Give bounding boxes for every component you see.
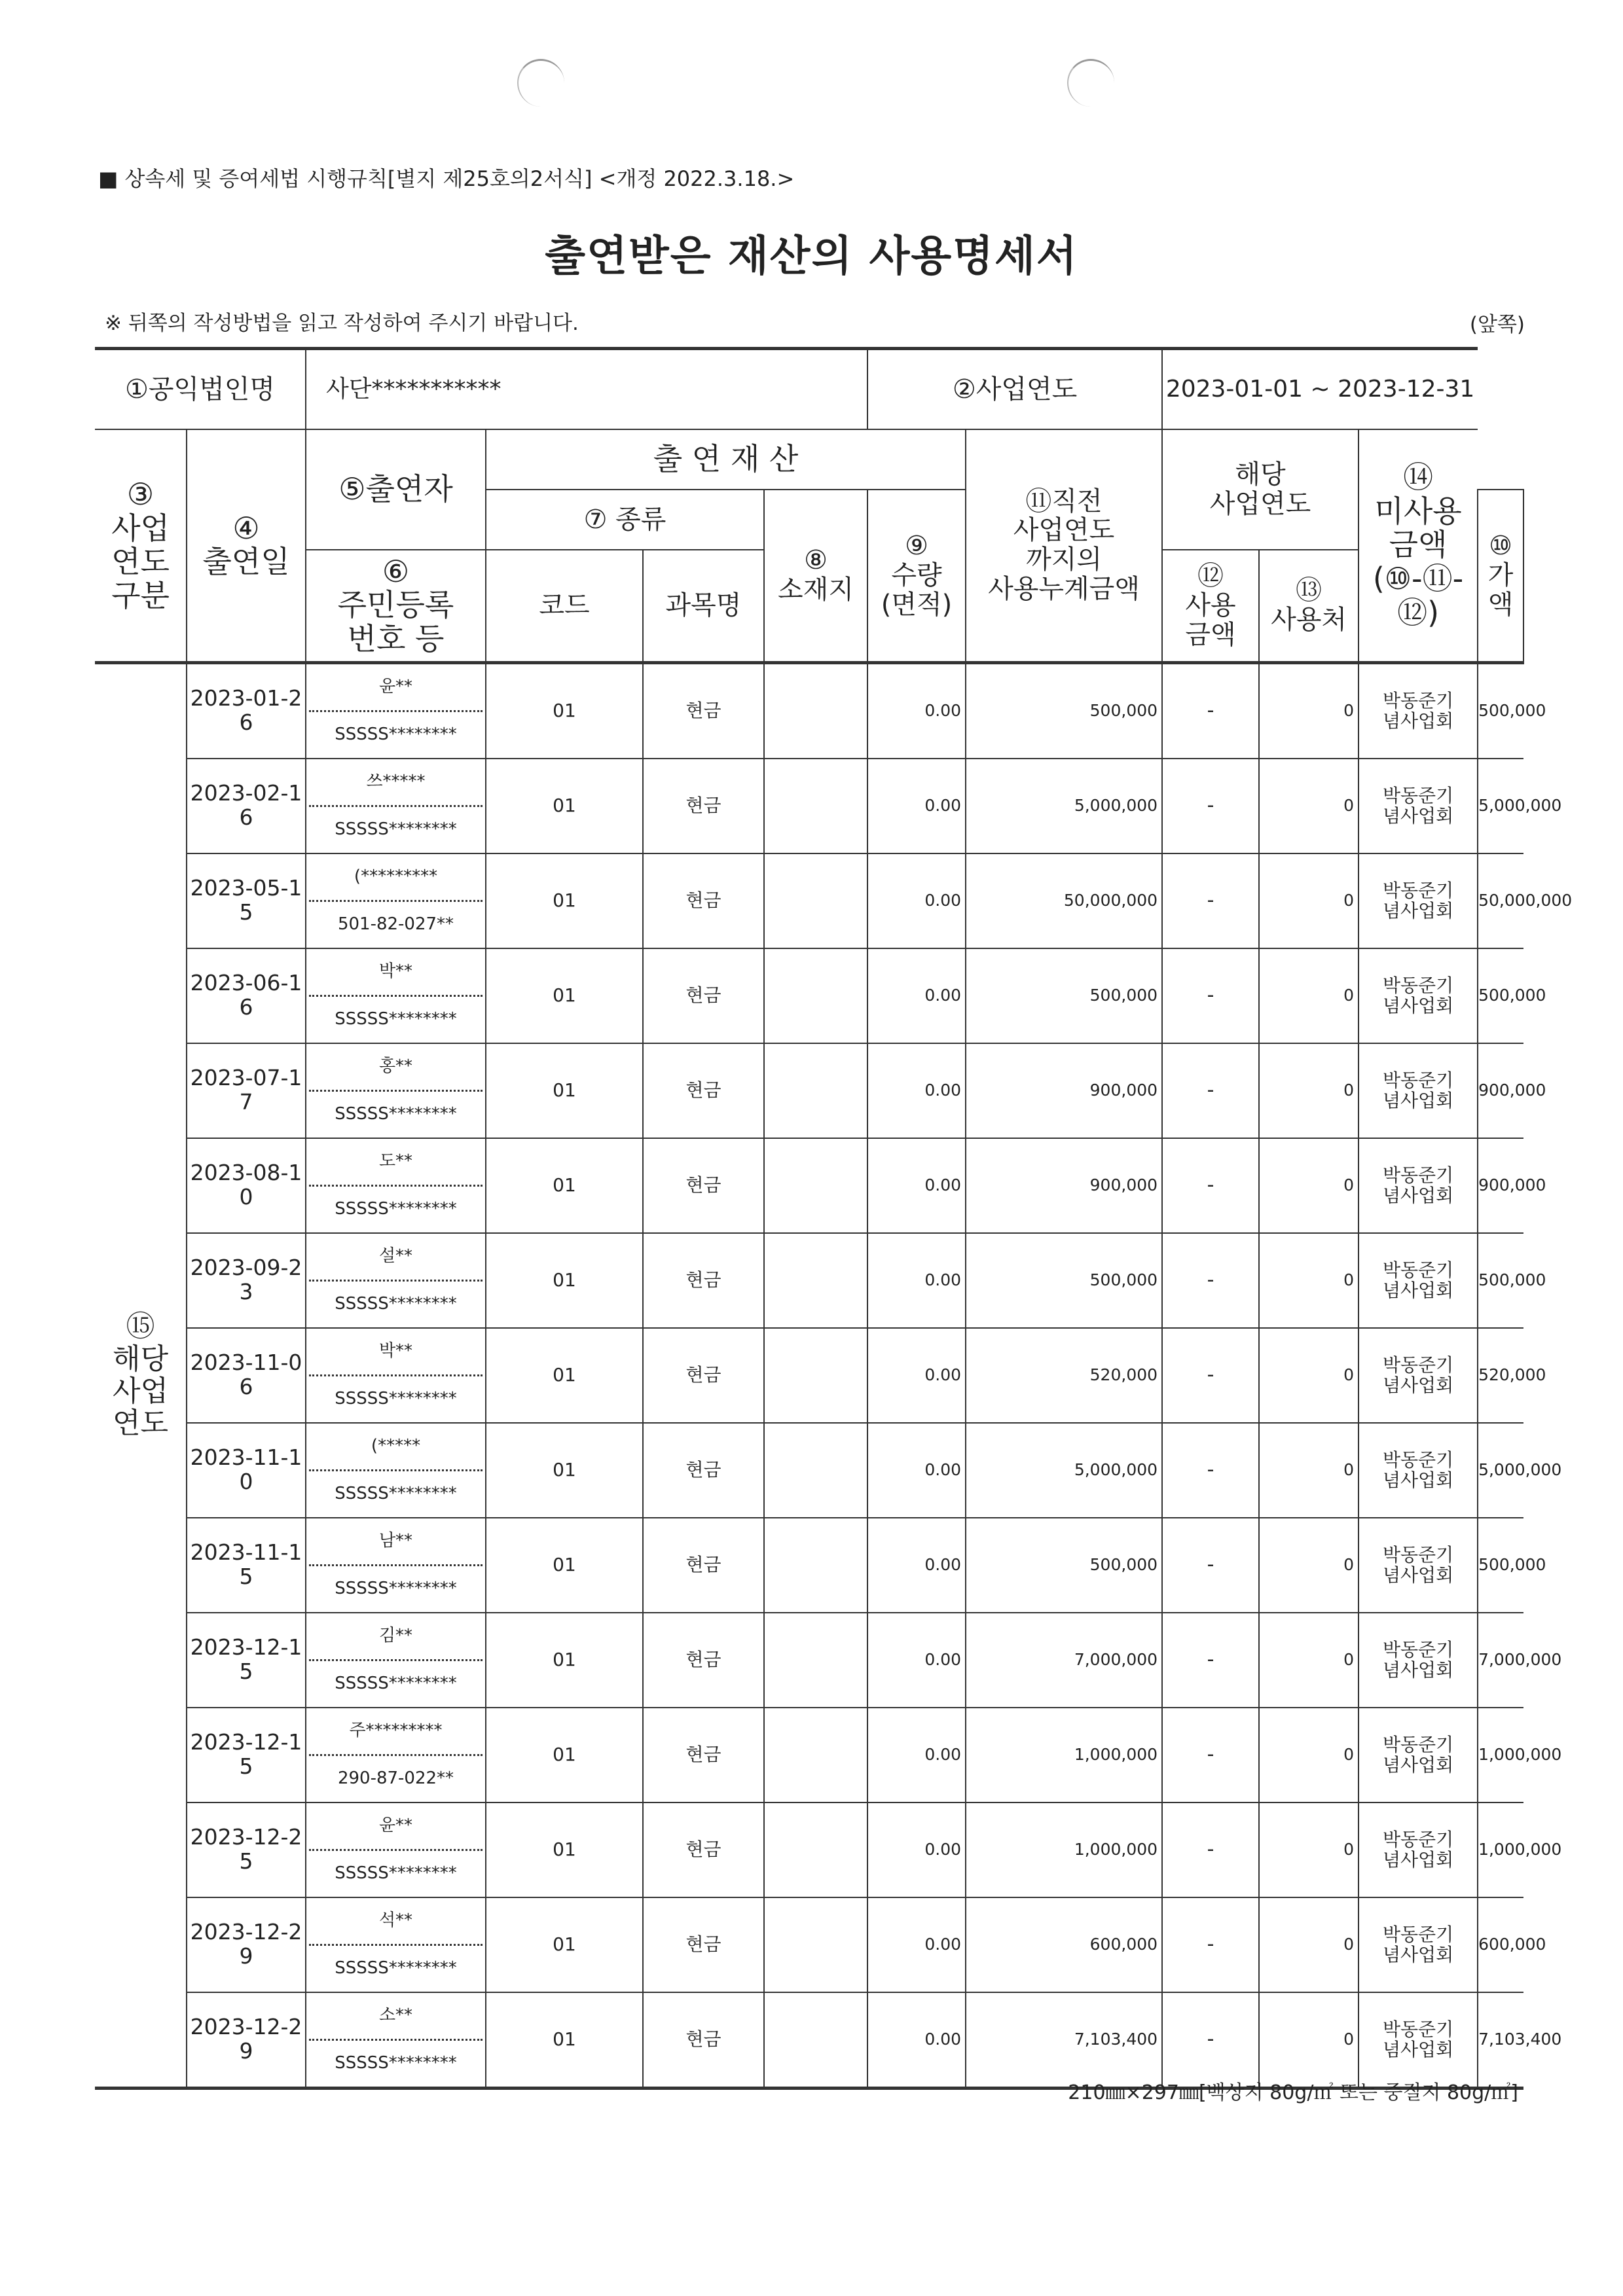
donor-cell: [306, 1708, 486, 1803]
donation-date: 2023-12-2 9: [187, 1897, 306, 1992]
unused-amount: 900,000: [1478, 1043, 1523, 1138]
property-amount: 7,103,400: [966, 1992, 1162, 2089]
donation-date: 2023-01-2 6: [187, 662, 306, 759]
property-subject: 현금: [643, 1803, 764, 1897]
donor-id-number: SSSSS********: [335, 2053, 457, 2073]
donation-date: 2023-08-1 0: [187, 1138, 306, 1233]
donation-date: 2023-12-2 5: [187, 1803, 306, 1897]
property-subject: 현금: [643, 1043, 764, 1138]
donor-cell: [306, 948, 486, 1043]
table-row: [95, 1613, 1523, 1708]
donor-name: 박**: [309, 949, 483, 997]
used-amount: 0: [1259, 853, 1359, 948]
property-code: 01: [486, 1043, 643, 1138]
donor-name: 도**: [309, 1139, 483, 1187]
table-row: [95, 948, 1523, 1043]
table-row: [95, 1138, 1523, 1233]
property-quantity: 0.00: [867, 1423, 966, 1518]
property-location: [764, 1803, 867, 1897]
donor-cell: [306, 1897, 486, 1992]
donor-id-number: SSSSS********: [335, 724, 457, 744]
header-used-for: ⑬ 사용처: [1259, 550, 1359, 662]
donor-name: 윤**: [309, 1803, 483, 1851]
donor-name: 주*********: [309, 1708, 483, 1756]
unused-amount: 5,000,000: [1478, 1423, 1523, 1518]
header-subject: 과목명: [643, 550, 764, 662]
property-amount: 900,000: [966, 1043, 1162, 1138]
property-quantity: 0.00: [867, 1992, 966, 2089]
used-for: 박동준기 념사업회: [1359, 1328, 1478, 1423]
property-quantity: 0.00: [867, 1613, 966, 1708]
property-quantity: 0.00: [867, 1518, 966, 1613]
donor-id-number: SSSSS********: [335, 1198, 457, 1219]
header-location: ⑧ 소재지: [764, 490, 867, 662]
unused-amount: 7,103,400: [1478, 1992, 1523, 2089]
property-location: [764, 1233, 867, 1328]
unused-amount: 900,000: [1478, 1138, 1523, 1233]
donation-date: 2023-06-1 6: [187, 948, 306, 1043]
used-amount: 0: [1259, 759, 1359, 853]
usage-statement-table: [95, 347, 1573, 2090]
used-amount: 0: [1259, 1328, 1359, 1423]
donor-name: 소**: [309, 1993, 483, 2041]
used-amount: 0: [1259, 662, 1359, 759]
property-location: [764, 1138, 867, 1233]
header-donated-property: 출 연 재 산: [486, 429, 966, 490]
used-for: 박동준기 념사업회: [1359, 1043, 1478, 1138]
property-amount: 500,000: [966, 948, 1162, 1043]
property-location: [764, 662, 867, 759]
donor-name: 홍**: [309, 1044, 483, 1092]
property-quantity: 0.00: [867, 662, 966, 759]
property-amount: 500,000: [966, 662, 1162, 759]
property-subject: 현금: [643, 1897, 764, 1992]
header-year-type: ③ 사업 연도 구분: [95, 429, 187, 662]
header-quantity: ⑨ 수량 (면적): [867, 490, 966, 662]
property-code: 01: [486, 759, 643, 853]
donor-name: 김**: [309, 1613, 483, 1661]
donor-name: (*****: [309, 1424, 483, 1471]
property-subject: 현금: [643, 759, 764, 853]
property-subject: 현금: [643, 1992, 764, 2089]
document-title: 출연받은 재산의 사용명세서: [545, 232, 1078, 281]
property-location: [764, 1708, 867, 1803]
property-quantity: 0.00: [867, 1803, 966, 1897]
used-for: 박동준기 념사업회: [1359, 948, 1478, 1043]
donor-name: 남**: [309, 1518, 483, 1566]
table-row: [95, 1803, 1523, 1897]
donor-cell: [306, 662, 486, 759]
punch-hole-left: [517, 59, 564, 107]
used-for: 박동준기 념사업회: [1359, 1613, 1478, 1708]
donor-id-number: SSSSS********: [335, 1009, 457, 1029]
donor-name: 윤**: [309, 664, 483, 712]
donor-id-number: SSSSS********: [335, 1673, 457, 1693]
property-subject: 현금: [643, 1233, 764, 1328]
prior-cumulative-amount: -: [1162, 662, 1259, 759]
used-amount: 0: [1259, 1613, 1359, 1708]
table-row: [95, 853, 1523, 948]
property-quantity: 0.00: [867, 853, 966, 948]
donation-date: 2023-02-1 6: [187, 759, 306, 853]
property-code: 01: [486, 1518, 643, 1613]
donor-name: 박**: [309, 1329, 483, 1376]
unused-amount: 500,000: [1478, 1518, 1523, 1613]
table-row: [95, 662, 1523, 759]
property-quantity: 0.00: [867, 1897, 966, 1992]
property-quantity: 0.00: [867, 1708, 966, 1803]
used-for: 박동준기 념사업회: [1359, 1992, 1478, 2089]
property-location: [764, 1613, 867, 1708]
property-code: 01: [486, 1803, 643, 1897]
property-amount: 7,000,000: [966, 1613, 1162, 1708]
used-for: 박동준기 념사업회: [1359, 853, 1478, 948]
property-code: 01: [486, 1233, 643, 1328]
donor-cell: [306, 853, 486, 948]
property-quantity: 0.00: [867, 1138, 966, 1233]
header-prior-cumulative: ⑪직전 사업연도 까지의 사용누계금액: [966, 429, 1162, 662]
property-code: 01: [486, 1138, 643, 1233]
donor-cell: [306, 1233, 486, 1328]
header-used-amount: ⑫ 사용 금액: [1162, 550, 1259, 662]
used-amount: 0: [1259, 1708, 1359, 1803]
header-donor: ⑤출연자: [306, 429, 486, 550]
donation-date: 2023-05-1 5: [187, 853, 306, 948]
unused-amount: 500,000: [1478, 662, 1523, 759]
donor-cell: [306, 1803, 486, 1897]
used-amount: 0: [1259, 1233, 1359, 1328]
unused-amount: 1,000,000: [1478, 1708, 1523, 1803]
header-donation-date: ④ 출연일: [187, 429, 306, 662]
property-location: [764, 1992, 867, 2089]
prior-cumulative-amount: -: [1162, 1803, 1259, 1897]
donation-date: 2023-09-2 3: [187, 1233, 306, 1328]
property-location: [764, 853, 867, 948]
prior-cumulative-amount: -: [1162, 1708, 1259, 1803]
page-side-label: (앞쪽): [1469, 313, 1525, 336]
unused-amount: 7,000,000: [1478, 1613, 1523, 1708]
instruction-note: ※ 뒤쪽의 작성방법을 읽고 작성하여 주시기 바랍니다.: [105, 312, 579, 335]
property-subject: 현금: [643, 1328, 764, 1423]
property-subject: 현금: [643, 1518, 764, 1613]
donor-id-number: SSSSS********: [335, 1863, 457, 1883]
table-row: [95, 1518, 1523, 1613]
prior-cumulative-amount: -: [1162, 1897, 1259, 1992]
property-quantity: 0.00: [867, 759, 966, 853]
property-code: 01: [486, 948, 643, 1043]
property-amount: 5,000,000: [966, 1423, 1162, 1518]
used-for: 박동준기 념사업회: [1359, 1518, 1478, 1613]
property-amount: 50,000,000: [966, 853, 1162, 948]
property-subject: 현금: [643, 1708, 764, 1803]
property-code: 01: [486, 1423, 643, 1518]
table-row: [95, 1897, 1523, 1992]
donor-cell: [306, 1328, 486, 1423]
used-for: 박동준기 념사업회: [1359, 1803, 1478, 1897]
property-amount: 5,000,000: [966, 759, 1162, 853]
donation-rows: [95, 662, 1573, 2088]
used-for: 박동준기 념사업회: [1359, 759, 1478, 853]
property-subject: 현금: [643, 1613, 764, 1708]
used-for: 박동준기 념사업회: [1359, 1423, 1478, 1518]
donation-date: 2023-11-1 0: [187, 1423, 306, 1518]
donor-id-number: SSSSS********: [335, 1388, 457, 1408]
used-amount: 0: [1259, 1518, 1359, 1613]
table-row: [95, 759, 1523, 853]
donor-id-number: SSSSS********: [335, 1578, 457, 1598]
unused-amount: 500,000: [1478, 1233, 1523, 1328]
donor-id-number: SSSSS********: [335, 819, 457, 839]
prior-cumulative-amount: -: [1162, 853, 1259, 948]
header-type: ⑦ 종류: [486, 490, 764, 550]
corp-name-value: 사단***********: [306, 349, 867, 430]
prior-cumulative-amount: -: [1162, 1043, 1259, 1138]
donor-name: 쓰*****: [309, 759, 483, 807]
used-for: 박동준기 념사업회: [1359, 1138, 1478, 1233]
donor-cell: [306, 759, 486, 853]
property-amount: 1,000,000: [966, 1708, 1162, 1803]
property-subject: 현금: [643, 1423, 764, 1518]
used-amount: 0: [1259, 1897, 1359, 1992]
property-code: 01: [486, 1328, 643, 1423]
corp-name-label: ①공익법인명: [95, 349, 306, 430]
table-row: [95, 1708, 1523, 1803]
used-amount: 0: [1259, 1138, 1359, 1233]
donor-name: (*********: [309, 854, 483, 902]
property-amount: 900,000: [966, 1138, 1162, 1233]
prior-cumulative-amount: -: [1162, 1233, 1259, 1328]
current-year-group-label: ⑮ 해당 사업 연도: [95, 662, 187, 2088]
donor-id-number: 290-87-022**: [337, 1768, 454, 1788]
property-code: 01: [486, 662, 643, 759]
property-code: 01: [486, 853, 643, 948]
property-amount: 600,000: [966, 1897, 1162, 1992]
table-row: [95, 1328, 1523, 1423]
donor-name: 석**: [309, 1898, 483, 1946]
property-location: [764, 1043, 867, 1138]
header-id-number: ⑥ 주민등록 번호 등: [306, 550, 486, 662]
donor-cell: [306, 1992, 486, 2089]
property-code: 01: [486, 1613, 643, 1708]
property-location: [764, 1423, 867, 1518]
donation-date: 2023-12-2 9: [187, 1992, 306, 2089]
used-amount: 0: [1259, 1423, 1359, 1518]
used-amount: 0: [1259, 1803, 1359, 1897]
property-amount: 500,000: [966, 1518, 1162, 1613]
property-quantity: 0.00: [867, 1043, 966, 1138]
property-subject: 현금: [643, 948, 764, 1043]
used-amount: 0: [1259, 1992, 1359, 2089]
table-row: [95, 1233, 1523, 1328]
used-for: 박동준기 념사업회: [1359, 662, 1478, 759]
property-code: 01: [486, 1708, 643, 1803]
donor-cell: [306, 1423, 486, 1518]
property-subject: 현금: [643, 1138, 764, 1233]
used-for: 박동준기 념사업회: [1359, 1708, 1478, 1803]
unused-amount: 600,000: [1478, 1897, 1523, 1992]
table-row: [95, 1423, 1523, 1518]
unused-amount: 50,000,000: [1478, 853, 1523, 948]
prior-cumulative-amount: -: [1162, 1138, 1259, 1233]
property-location: [764, 1897, 867, 1992]
header-code: 코드: [486, 550, 643, 662]
property-location: [764, 1328, 867, 1423]
donor-id-number: SSSSS********: [335, 1103, 457, 1124]
donor-cell: [306, 1138, 486, 1233]
prior-cumulative-amount: -: [1162, 1328, 1259, 1423]
fiscal-year-label: ②사업연도: [867, 349, 1162, 430]
unused-amount: 1,000,000: [1478, 1803, 1523, 1897]
donor-id-number: SSSSS********: [335, 1483, 457, 1503]
donation-date: 2023-11-1 5: [187, 1518, 306, 1613]
unused-amount: 5,000,000: [1478, 759, 1523, 853]
used-amount: 0: [1259, 948, 1359, 1043]
punch-hole-right: [1067, 59, 1114, 107]
info-row: [95, 349, 1523, 430]
donor-cell: [306, 1518, 486, 1613]
header-current-year: 해당 사업연도: [1162, 429, 1359, 550]
used-for: 박동준기 념사업회: [1359, 1897, 1478, 1992]
property-quantity: 0.00: [867, 1328, 966, 1423]
table-row: [95, 1992, 1523, 2089]
property-subject: 현금: [643, 853, 764, 948]
donor-name: 설**: [309, 1234, 483, 1282]
header-amount: ⑩ 가액: [1478, 490, 1523, 662]
donation-date: 2023-12-1 5: [187, 1708, 306, 1803]
donation-date: 2023-12-1 5: [187, 1613, 306, 1708]
form-reference: ■ 상속세 및 증여세법 시행규칙[별지 제25호의2서식] <개정 2022.3.18.>: [98, 166, 795, 191]
property-location: [764, 948, 867, 1043]
prior-cumulative-amount: -: [1162, 948, 1259, 1043]
property-quantity: 0.00: [867, 1233, 966, 1328]
unused-amount: 520,000: [1478, 1328, 1523, 1423]
donor-id-number: 501-82-027**: [337, 914, 454, 934]
header-unused-amount: ⑭ 미사용 금액 (⑩-⑪-⑫): [1359, 429, 1478, 662]
table-row: [95, 1043, 1523, 1138]
paper-spec-footer: 210㎜×297㎜[백상지 80g/㎡ 또는 중질지 80g/㎡]: [1068, 2081, 1518, 2104]
property-amount: 500,000: [966, 1233, 1162, 1328]
donor-id-number: SSSSS********: [335, 1293, 457, 1314]
prior-cumulative-amount: -: [1162, 1992, 1259, 2089]
used-for: 박동준기 념사업회: [1359, 1233, 1478, 1328]
fiscal-year-value: 2023-01-01 ~ 2023-12-31: [1162, 349, 1478, 430]
property-code: 01: [486, 1992, 643, 2089]
property-subject: 현금: [643, 662, 764, 759]
used-amount: 0: [1259, 1043, 1359, 1138]
donor-cell: [306, 1043, 486, 1138]
header-row-1: [95, 429, 1523, 490]
prior-cumulative-amount: -: [1162, 1423, 1259, 1518]
property-quantity: 0.00: [867, 948, 966, 1043]
property-location: [764, 759, 867, 853]
donor-cell: [306, 1613, 486, 1708]
property-code: 01: [486, 1897, 643, 1992]
property-location: [764, 1518, 867, 1613]
prior-cumulative-amount: -: [1162, 759, 1259, 853]
donation-date: 2023-07-1 7: [187, 1043, 306, 1138]
property-amount: 1,000,000: [966, 1803, 1162, 1897]
donor-id-number: SSSSS********: [335, 1958, 457, 1978]
prior-cumulative-amount: -: [1162, 1613, 1259, 1708]
unused-amount: 500,000: [1478, 948, 1523, 1043]
donation-date: 2023-11-0 6: [187, 1328, 306, 1423]
property-amount: 520,000: [966, 1328, 1162, 1423]
prior-cumulative-amount: -: [1162, 1518, 1259, 1613]
